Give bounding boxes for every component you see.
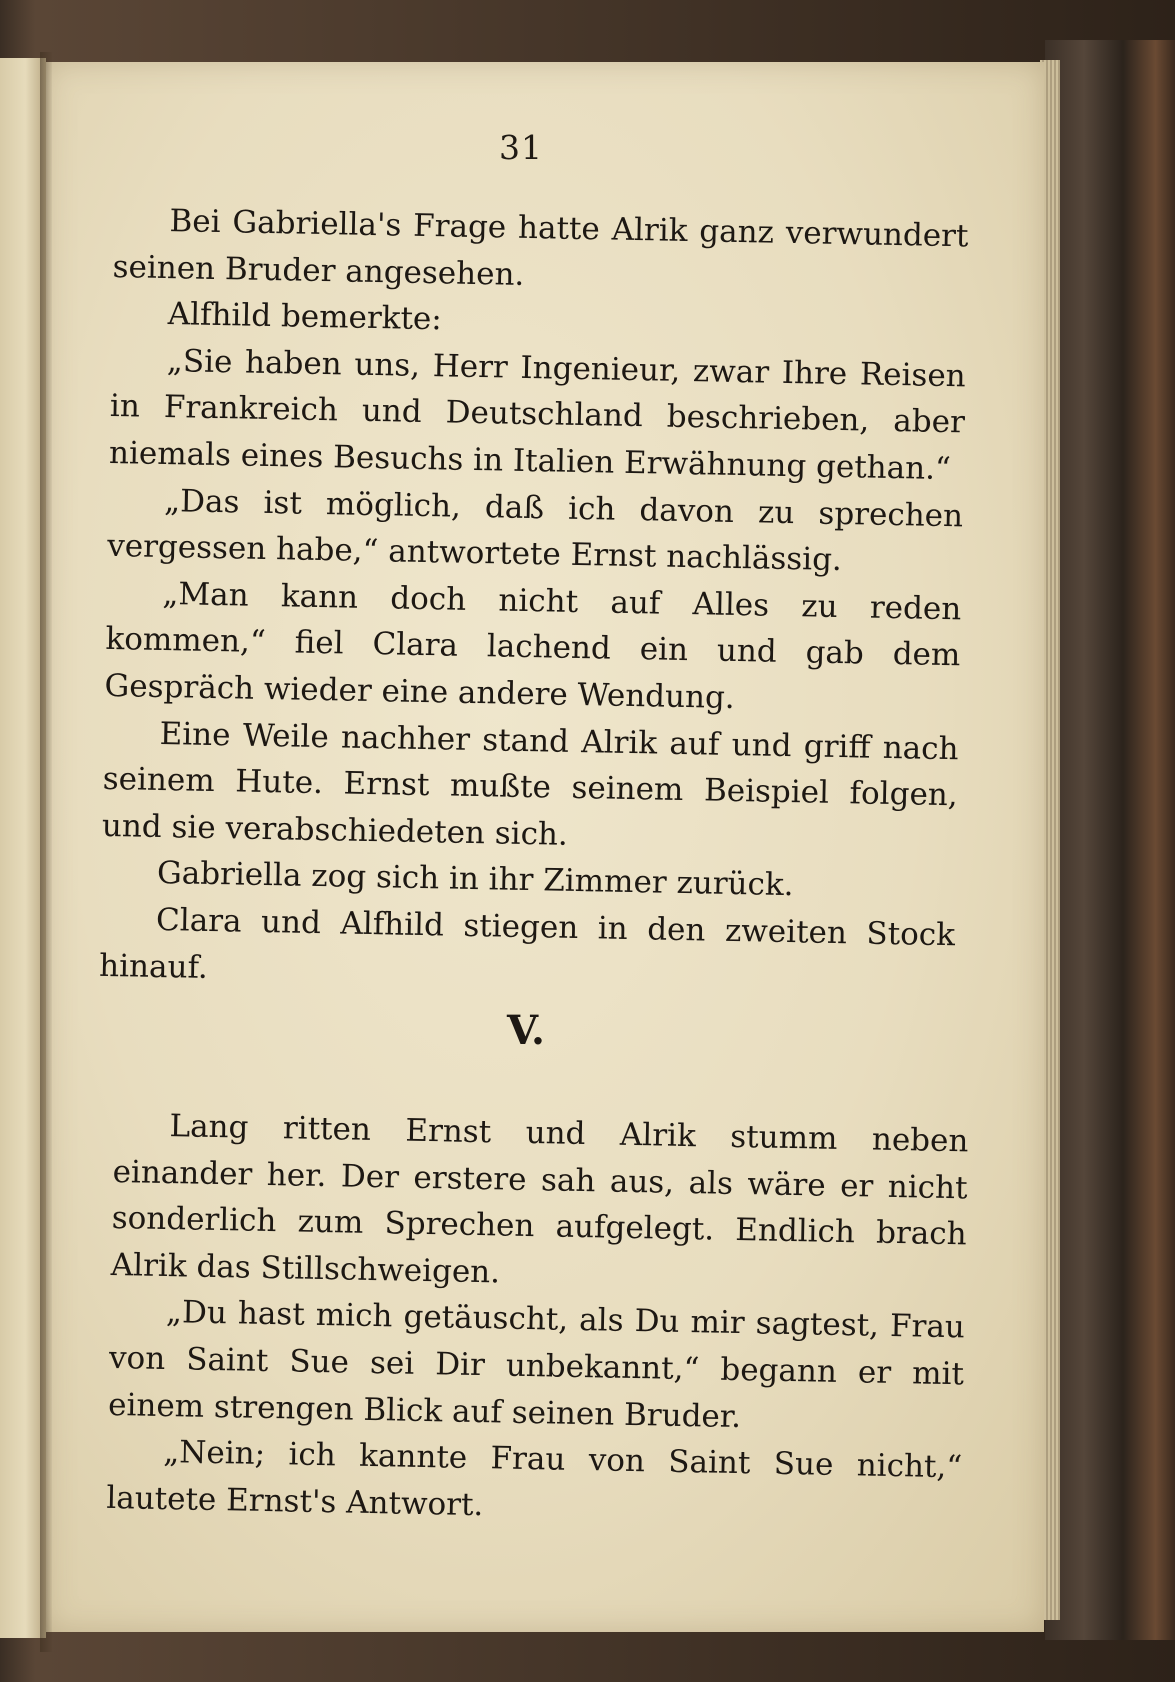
paragraph: „Das ist möglich, daß ich davon zu sprechen vergessen habe,“ antwortete Ernst nachlässig. <box>106 482 964 579</box>
paragraph: Eine Weile nachher stand Alrik auf und griff nach seinem Hute. Ernst mußte seinem Beispiel folgen, und sie verabschiedeten sich. <box>101 715 959 853</box>
paragraph: Clara und Alfhild stiegen in den zweiten Stock hinauf. <box>98 901 956 986</box>
gutter-shadow <box>40 52 52 1652</box>
paragraph: „Du hast mich getäuscht, als Du mir sagtest, Frau von Saint Sue sei Dir unbekannt,“ begann er mit einem strengen Blick auf seinen Bruder. <box>107 1294 966 1435</box>
text-block-top <box>99 197 969 1005</box>
paragraph: „Sie haben uns, Herr Ingenieur, zwar Ihre Reisen in Frankreich und Deutschland beschrieben, aber niemals eines Besuchs in Italien Erwähnung gethan.“ <box>108 342 967 488</box>
chapter-heading: V. <box>507 1007 545 1054</box>
paragraph: Gabriella zog sich in ihr Zimmer zurück. <box>156 855 794 904</box>
paragraph: „Nein; ich kannte Frau von Saint Sue nicht,“ lautete Ernst's Antwort. <box>106 1434 963 1523</box>
paragraph: Lang ritten Ernst und Alrik stumm neben einander her. Der erstere sah aus, als wäre er nicht sonderlich zum Sprechen aufgelegt. Endlich brach Alrik das Stillschweigen. <box>110 1108 969 1291</box>
paragraph: „Man kann doch nicht auf Alles zu reden kommen,“ fiel Clara lachend ein und gab dem Gespräch wieder eine andere Wendung. <box>104 575 962 716</box>
text-block-bottom <box>106 1102 969 1538</box>
page-number: 31 <box>499 128 543 167</box>
book-page <box>46 62 1044 1632</box>
paragraph: Bei Gabriella's Frage hatte Alrik ganz verwundert seinen Bruder angesehen. <box>112 203 969 293</box>
book-cover-edge <box>1045 40 1175 1640</box>
paragraph: Alfhild bemerkte: <box>167 296 443 338</box>
